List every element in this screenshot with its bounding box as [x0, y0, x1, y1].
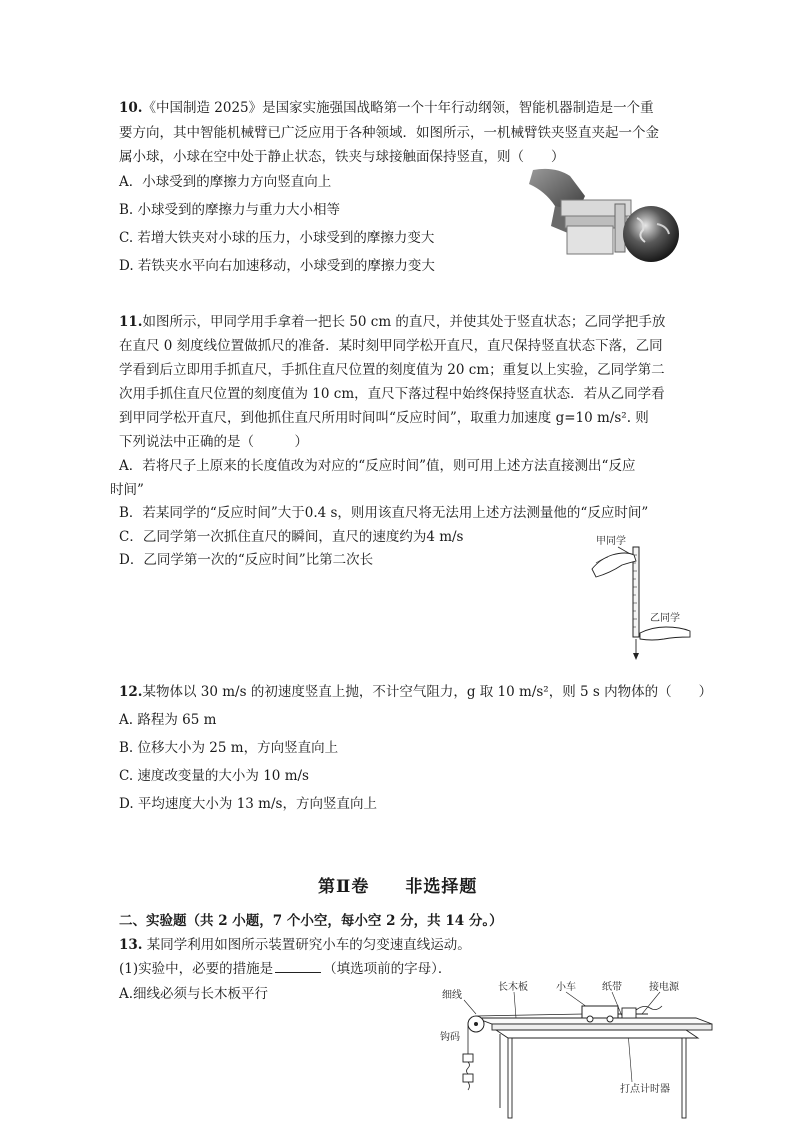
- q13-stem: 某同学利用如图所示装置研究小车的匀变速直线运动。: [142, 937, 471, 953]
- q10-option-d: D. 若铁夹水平向右加速移动，小球受到的摩擦力变大: [119, 258, 435, 274]
- label-yi: 乙同学: [650, 613, 680, 624]
- label-weight: 钩码: [440, 1032, 460, 1043]
- q12-option-d: D. 平均速度大小为 13 m/s，方向竖直向上: [119, 796, 377, 812]
- q12-stem: 某物体以 30 m/s 的初速度竖直上抛，不计空气阻力，g 取 10 m/s²，则 5 s 内物体的（ ）: [142, 684, 713, 700]
- q11-option-c: C．乙同学第一次抓住直尺的瞬间，直尺的速度约为4 m/s: [119, 529, 464, 545]
- q11-stem-5: 到甲同学松开直尺，到他抓住直尺所用时间叫“反应时间”，取重力加速度 g=10 m/s². 则: [119, 410, 649, 426]
- q11-option-d: D．乙同学第一次的“反应时间”比第二次长: [119, 552, 374, 568]
- q13-sub1-before: (1)实验中，必要的措施是: [119, 961, 274, 977]
- hand-yi-icon: [640, 627, 690, 640]
- q11-stem-3: 学看到后立即用手抓直尺，手抓住直尺位置的刻度值为 20 cm；重复以上实验，乙同学第二: [119, 362, 665, 378]
- q10-option-c: C. 若增大铁夹对小球的压力，小球受到的摩擦力变大: [119, 230, 435, 246]
- q10-option-b: B. 小球受到的摩擦力与重力大小相等: [119, 202, 341, 218]
- q10-option-a: A．小球受到的摩擦力方向竖直向上: [119, 174, 332, 190]
- q11-option-b: B．若某同学的“反应时间”大于0.4 s，则用该直尺将无法用上述方法测量他的“反应时间”: [119, 505, 649, 521]
- q13-sub1: [119, 960, 451, 978]
- q10-line-1: [119, 99, 654, 117]
- cart-apparatus-figure: [436, 978, 716, 1120]
- q11-number: 11.: [119, 314, 143, 330]
- ruler-drop-figure: [588, 533, 700, 663]
- q11-stem-6: 下列说法中正确的是（ ）: [119, 434, 308, 450]
- q10-number: 10.: [119, 100, 143, 116]
- down-arrow-icon: [633, 653, 639, 660]
- q11-stem-1: 如图所示，甲同学用手拿着一把长 50 cm 的直尺，并使其处于竖直状态；乙同学把手放: [142, 314, 666, 330]
- label-tape: 纸带: [602, 982, 622, 993]
- q12-number: 12.: [119, 684, 143, 700]
- cart: [582, 1006, 618, 1018]
- section-heading: 二、实验题（共 2 小题，7 个小空，每小空 2 分，共 14 分。）: [119, 913, 503, 929]
- q10-stem-2: 要方向，其中智能机械臂已广泛应用于各种领域．如图所示，一机械臂铁夹竖直夹起一个金: [119, 125, 659, 141]
- robot-arm-figure: [525, 166, 685, 272]
- q11-stem-2: 在直尺 0 刻度线位置做抓尺的准备．某时刻甲同学松开直尺，直尺保持竖直状态下落，乙同: [119, 338, 663, 354]
- q11-line-1: [119, 313, 665, 331]
- hand-jia-icon: [592, 553, 636, 577]
- q13-number: 13.: [119, 937, 143, 953]
- dot-timer: [622, 1008, 636, 1018]
- long-board: [476, 1018, 712, 1024]
- q13-sub1-after: （填选项前的字母）．: [323, 961, 452, 977]
- q11-option-a: A．若将尺子上原来的长度值改为对应的“反应时间”值，则可用上述方法直接测出“反应: [119, 458, 636, 474]
- q11-option-a-cont: 时间”: [110, 482, 144, 498]
- q10-stem-3: 属小球，小球在空中处于静止状态，铁夹与球接触面保持竖直，则（ ）: [119, 149, 565, 165]
- section-title: 第Ⅱ卷 非选择题: [318, 877, 478, 897]
- label-jia: 甲同学: [596, 536, 626, 547]
- q12-option-c: C. 速度改变量的大小为 10 m/s: [119, 768, 309, 784]
- weight-1: [463, 1054, 473, 1062]
- label-timer: 打点计时器: [620, 1084, 670, 1095]
- label-string: 细线: [442, 990, 462, 1001]
- weight-2: [463, 1074, 473, 1082]
- answer-blank[interactable]: [275, 960, 321, 973]
- label-power: 接电源: [649, 982, 679, 993]
- q13-option-a: A.细线必须与长木板平行: [119, 986, 269, 1002]
- q13-line-1: [119, 936, 471, 954]
- label-car: 小车: [556, 982, 576, 993]
- label-board: 长木板: [498, 982, 528, 993]
- q12-option-a: A. 路程为 65 m: [119, 712, 217, 728]
- q10-stem-1: 《中国制造 2025》是国家实施强国战略第一个十年行动纲领，智能机器制造是一个重: [142, 100, 654, 116]
- q12-option-b: B. 位移大小为 25 m，方向竖直向上: [119, 740, 339, 756]
- q11-stem-4: 次用手抓住直尺位置的刻度值为 10 cm，直尺下落过程中始终保持竖直状态．若从乙同学看: [119, 386, 665, 402]
- q12-line-1: [119, 683, 712, 701]
